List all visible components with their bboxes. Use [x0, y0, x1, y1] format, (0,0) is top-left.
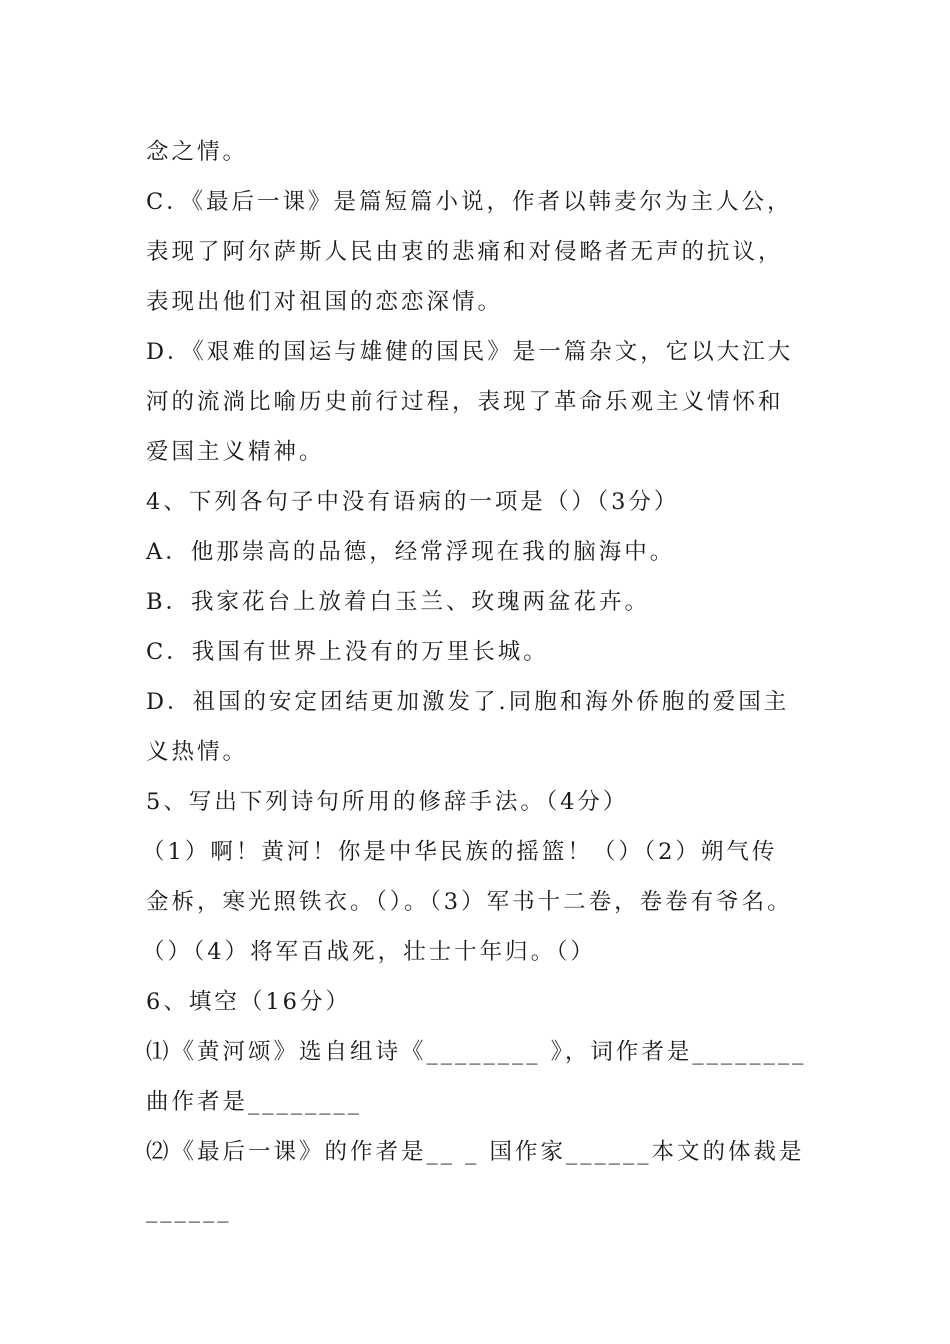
text-line: 表现出他们对祖国的恋恋深情。	[146, 289, 504, 315]
text-line: 爱国主义精神。	[146, 439, 325, 465]
question-4-option-b: B．我家花台上放着白玉兰、玫瑰两盆花卉。	[146, 589, 651, 615]
document-body	[142, 127, 846, 1235]
text-line: 曲作者是________	[146, 1089, 363, 1115]
text-line: （）（4）将军百战死，壮士十年归。（）	[142, 939, 596, 965]
question-4-title: 4、下列各句子中没有语病的一项是（）（3分）	[146, 489, 680, 515]
question-6-title: 6、填空（16分）	[146, 989, 351, 1015]
text-line: 义热情。	[146, 739, 249, 765]
text-line: 金柝，寒光照铁衣。（）。（3）军书十二卷，卷卷有爷名。	[146, 889, 793, 915]
option-d-line: D．《艰难的国运与雄健的国民》是一篇杂文，它以大江大	[146, 339, 794, 365]
fill-blank-2: ⑵《最后一课》的作者是__ _ 国作家______本文的体裁是	[146, 1139, 805, 1165]
option-c-line: C．《最后一课》是篇短篇小说，作者以韩麦尔为主人公，	[146, 189, 793, 215]
question-5-item: （1）啊！黄河！你是中华民族的摇篮！（）（2）朔气传	[142, 839, 778, 865]
text-line: 表现了阿尔萨斯人民由衷的悲痛和对侵略者无声的抗议，	[146, 239, 784, 265]
text-line: 念之情。	[146, 139, 249, 165]
question-4-option-c: C．我国有世界上没有的万里长城。	[146, 639, 549, 665]
question-4-option-d: D．祖国的安定团结更加激发了.同胞和海外侨胞的爱国主	[146, 689, 790, 715]
text-line: ______	[146, 1197, 232, 1223]
fill-blank-1: ⑴《黄河颂》选自组诗《________ 》，词作者是________	[146, 1039, 807, 1065]
text-line: 河的流淌比喻历史前行过程，表现了革命乐观主义情怀和	[146, 389, 784, 415]
question-5-title: 5、写出下列诗句所用的修辞手法。（4分）	[146, 789, 629, 815]
question-4-option-a: A．他那崇高的品德，经常浮现在我的脑海中。	[146, 539, 676, 565]
